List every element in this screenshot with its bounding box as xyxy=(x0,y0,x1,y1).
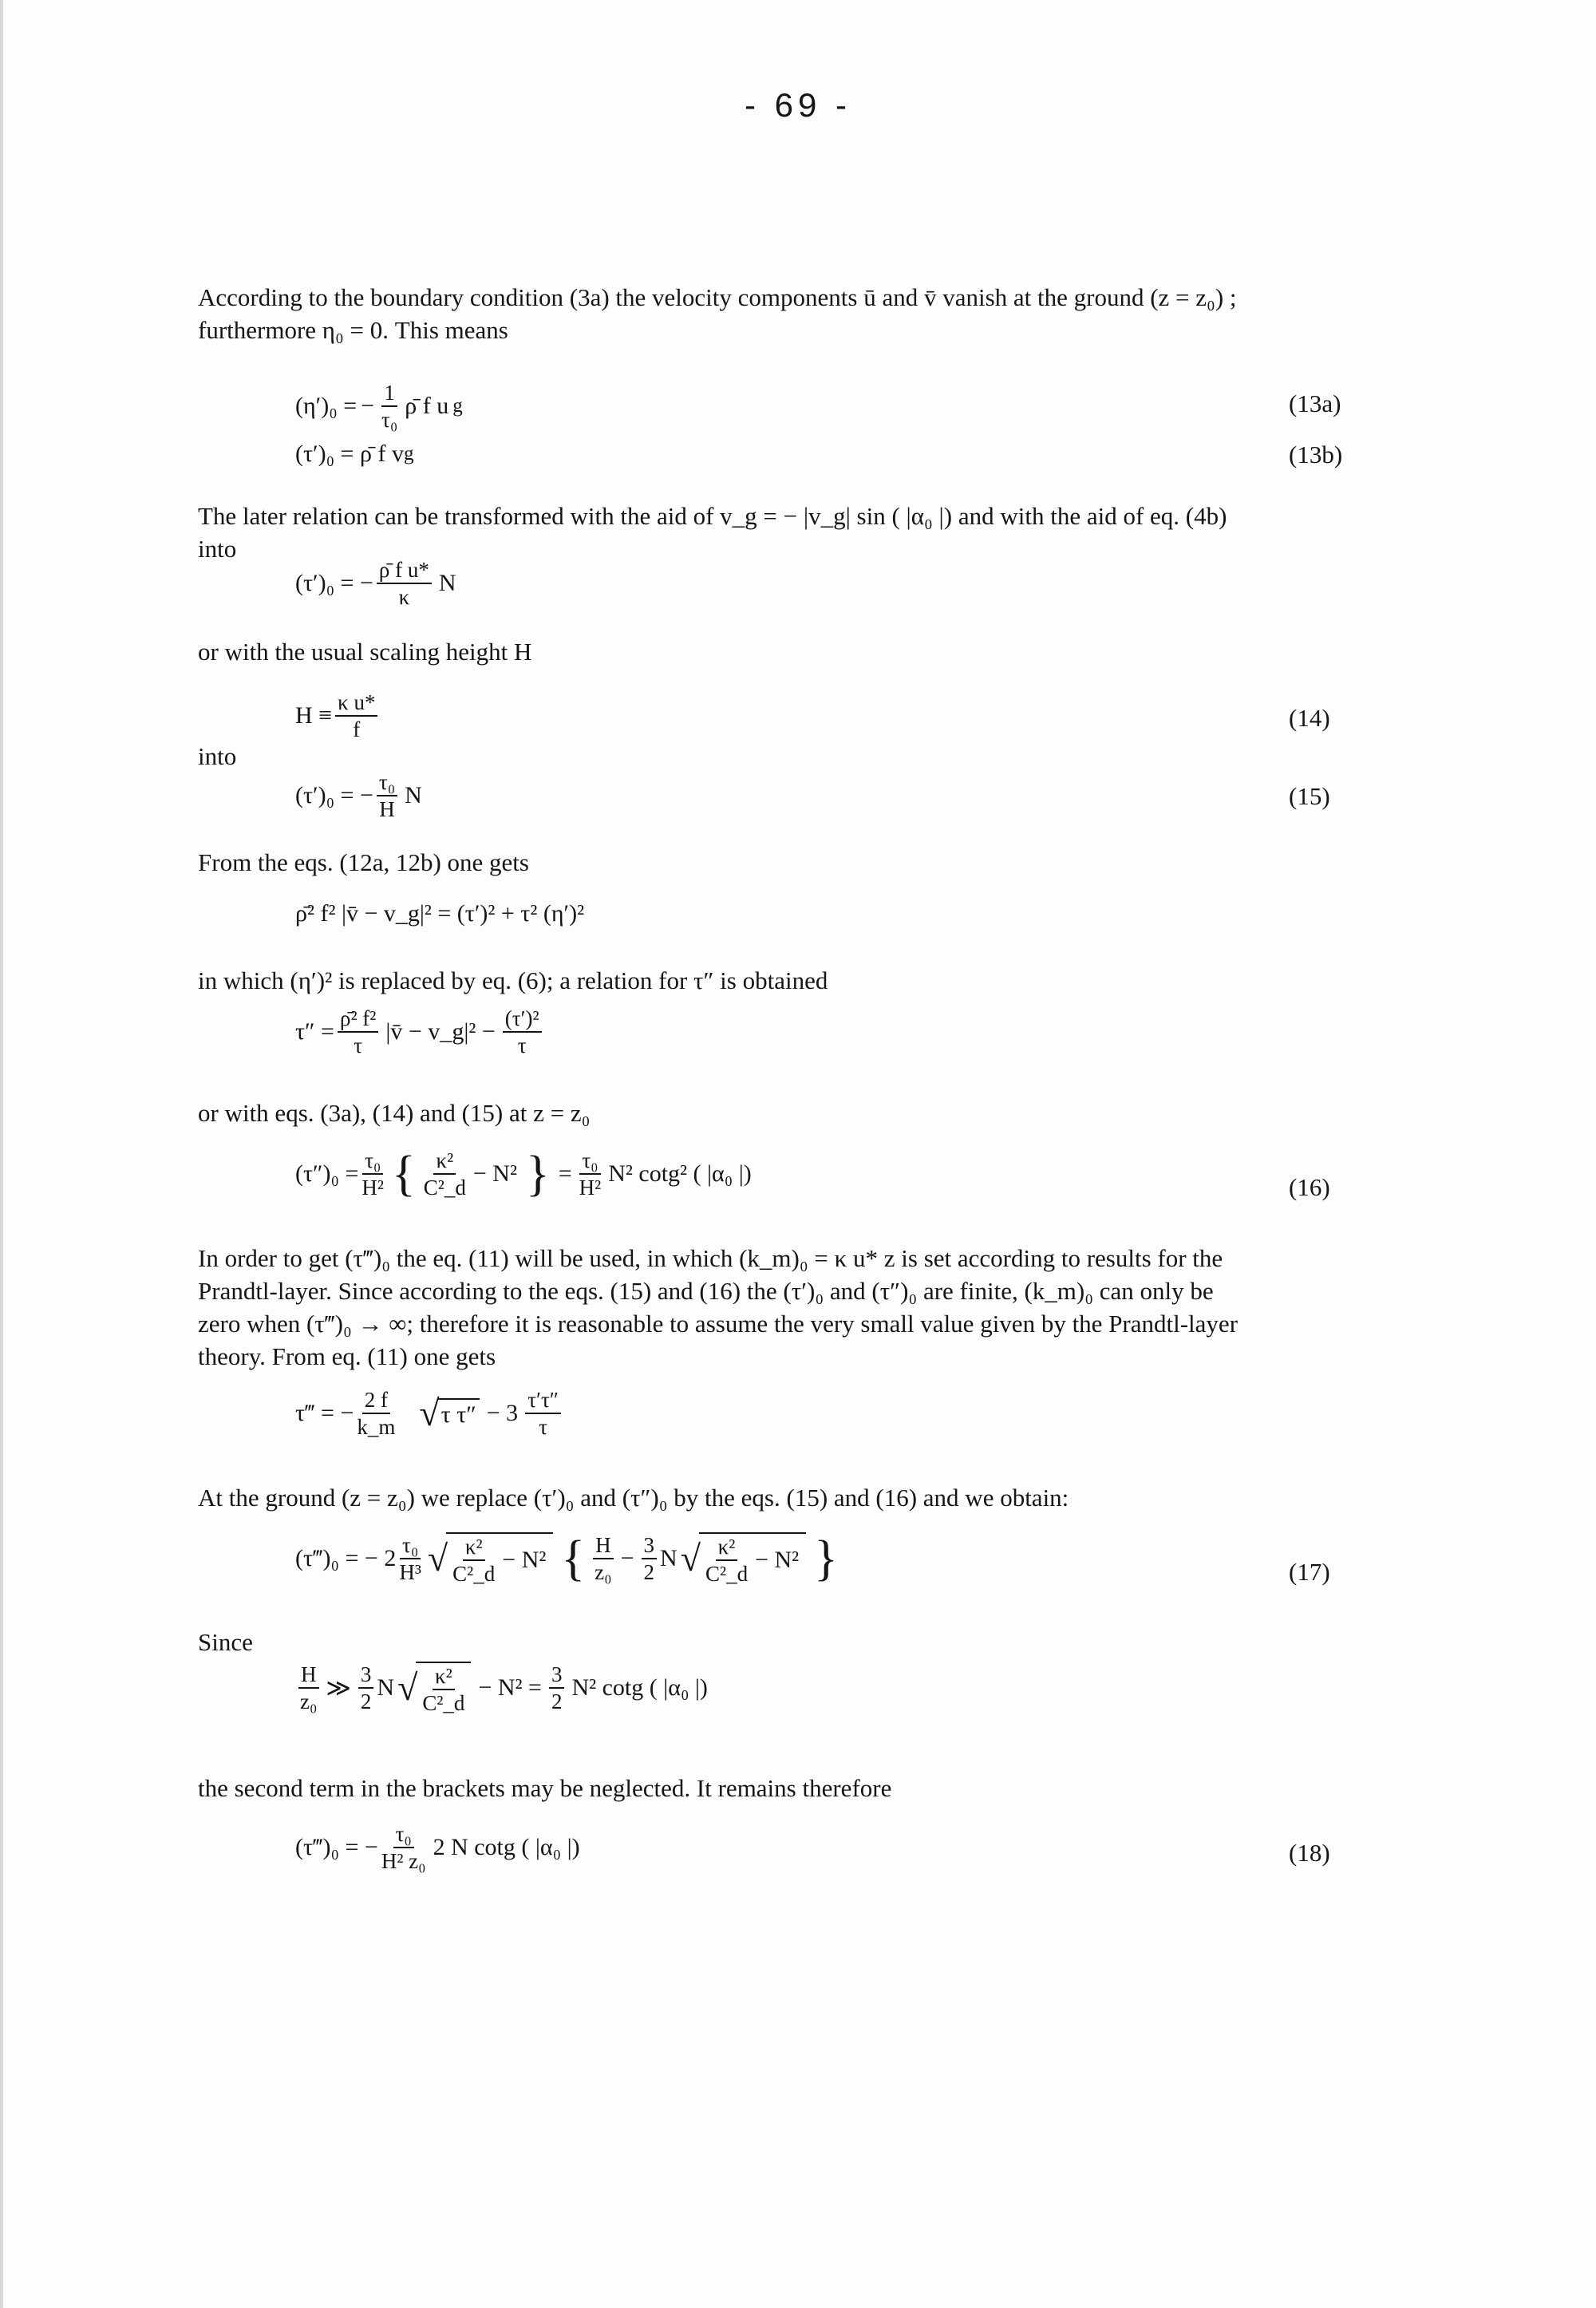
text-line: Prandtl-layer. Since according to the eqs. (15) and (16) the (τ′)₀ and (τ″)₀ are finite, (k_m)₀ can only be xyxy=(198,1277,1214,1305)
eq-lhs: H ≡ xyxy=(295,702,333,729)
numerator: τ′τ″ xyxy=(525,1389,561,1414)
text-line: At the ground (z = z₀) we replace (τ′)₀ and (τ″)₀ by the eqs. (15) and (16) and we obtain: xyxy=(198,1484,1069,1512)
radical-sign: √ xyxy=(397,1667,418,1709)
numerator: κ u* xyxy=(335,691,377,717)
numerator: 3 xyxy=(549,1663,565,1689)
square-root xyxy=(428,1532,553,1586)
numerator: κ² xyxy=(433,1149,456,1175)
equation-tau-double-prime xyxy=(295,1007,545,1057)
eq-lhs: (τ′)₀ = − xyxy=(295,570,373,597)
denominator: z₀ xyxy=(595,1560,612,1585)
paragraph-with-eqs xyxy=(198,1097,1363,1129)
numerator: κ² xyxy=(463,1535,485,1561)
numerator: ρ̄ f u* xyxy=(377,559,432,584)
numerator: ρ̄² f² xyxy=(338,1007,378,1033)
equation-13b xyxy=(295,441,413,468)
equation-number: (17) xyxy=(1289,1558,1330,1586)
fraction xyxy=(579,1149,602,1199)
denominator: H² z₀ xyxy=(381,1849,426,1874)
subscript: g xyxy=(403,443,414,464)
eq-rhs: N² cotg ( |α₀ |) xyxy=(571,1674,708,1701)
fraction xyxy=(642,1534,658,1584)
denominator: τ xyxy=(517,1033,527,1058)
text-line: According to the boundary condition (3a) the velocity components ū and v̄ vanish at the ground (z = z₀) ; xyxy=(198,283,1237,311)
denominator: k_m xyxy=(357,1415,396,1440)
paragraph-from-eqs xyxy=(198,846,1363,879)
denominator: z₀ xyxy=(300,1690,318,1714)
fraction xyxy=(361,1149,384,1199)
eq-term: − N² xyxy=(472,1160,517,1188)
text-line: In order to get (τ‴)₀ the eq. (11) will be used, in which (k_m)₀ = κ u* z is set according to results for the xyxy=(198,1244,1223,1272)
eq-rhs: N xyxy=(405,782,422,809)
equation-number: (13b) xyxy=(1289,441,1343,468)
equation-since-condition xyxy=(295,1662,712,1715)
eq-lhs: (τ″)₀ = xyxy=(295,1160,359,1188)
eq-rhs: 2 N cotg ( |α₀ |) xyxy=(433,1834,580,1861)
eq-middle: |v̄ − v_g|² − xyxy=(385,1018,496,1045)
left-brace: { xyxy=(561,1531,586,1587)
paragraph-later-relation xyxy=(198,500,1363,565)
eq-equals: = xyxy=(558,1160,572,1188)
fraction xyxy=(525,1389,561,1439)
eq-term: − N² xyxy=(502,1547,547,1574)
fraction xyxy=(705,1535,748,1586)
eq-n: N xyxy=(377,1674,395,1701)
eq-lhs: (τ‴)₀ = − 2 xyxy=(295,1545,397,1572)
denominator: 2 xyxy=(360,1690,372,1714)
denominator: C²_d xyxy=(452,1562,496,1587)
eq-middle: − 3 xyxy=(486,1400,519,1427)
eq-minus: − xyxy=(620,1545,634,1572)
denominator: 2 xyxy=(643,1560,655,1585)
paragraph-boundary-condition xyxy=(198,281,1363,346)
fraction xyxy=(335,691,377,741)
radical-sign: √ xyxy=(680,1538,701,1579)
fraction xyxy=(381,1823,426,1873)
equation-16 xyxy=(295,1147,756,1202)
fraction xyxy=(298,1663,319,1713)
denominator: H² xyxy=(579,1176,602,1200)
text-line: in which (η′)² is replaced by eq. (6); a relation for τ″ is obtained xyxy=(198,966,828,994)
text-line: or with the usual scaling height H xyxy=(198,638,532,666)
eq-lhs: τ‴ = − xyxy=(295,1400,354,1427)
denominator: κ xyxy=(398,585,410,610)
paragraph-scaling-height xyxy=(198,635,1363,668)
equation-tau-triple-prime xyxy=(295,1389,564,1439)
square-root xyxy=(419,1395,479,1432)
eq-rhs: N xyxy=(438,570,456,597)
right-brace: } xyxy=(814,1531,838,1587)
fraction xyxy=(399,1534,421,1584)
equation-14 xyxy=(295,691,381,741)
numerator: 2 f xyxy=(362,1389,390,1414)
equation-tau-prime-n xyxy=(295,559,460,609)
text-line: or with eqs. (3a), (14) and (15) at z = z₀ xyxy=(198,1099,591,1127)
denominator: H³ xyxy=(399,1560,421,1585)
eq-gg: ≫ xyxy=(326,1674,351,1701)
numerator: τ₀ xyxy=(362,1149,383,1175)
paragraph-relation xyxy=(198,964,1363,997)
eq-lhs: (τ′)₀ = − xyxy=(295,782,373,809)
subscript: g xyxy=(452,395,463,417)
eq-lhs: (τ‴)₀ = − xyxy=(295,1834,378,1861)
square-root xyxy=(681,1532,806,1586)
right-brace: } xyxy=(525,1147,550,1202)
numerator: τ₀ xyxy=(579,1149,600,1175)
eq-body: ρ̄² f² |v̄ − v_g|² = (τ′)² + τ² (η′)² xyxy=(295,900,585,927)
fraction xyxy=(338,1007,378,1057)
radical-sign: √ xyxy=(427,1538,448,1579)
text-line: The later relation can be transformed with the aid of v_g = − |v_g| sin ( |α₀ |) and with the aid of eq. (4b) xyxy=(198,502,1227,530)
denominator: 2 xyxy=(551,1690,563,1714)
numerator: H xyxy=(298,1663,319,1689)
text-line: into xyxy=(198,535,237,563)
equation-number: (14) xyxy=(1289,704,1330,732)
text-line: From the eqs. (12a, 12b) one gets xyxy=(198,848,529,876)
denominator: τ xyxy=(539,1415,548,1440)
fraction xyxy=(593,1534,614,1584)
denominator: C²_d xyxy=(422,1691,465,1716)
text-since: Since xyxy=(198,1628,253,1656)
fraction xyxy=(358,1663,374,1713)
denominator: τ xyxy=(354,1033,363,1058)
eq-term: − N² = xyxy=(478,1674,542,1701)
denominator: C²_d xyxy=(423,1176,466,1200)
text-line: zero when (τ‴)₀ → ∞; therefore it is reasonable to assume the very small value given by the Prandtl-layer xyxy=(198,1310,1238,1338)
denominator: τ₀ xyxy=(381,408,398,433)
equation-number: (15) xyxy=(1289,782,1330,810)
equation-18 xyxy=(295,1823,584,1873)
numerator: 3 xyxy=(642,1534,658,1559)
equation-12-combined xyxy=(295,900,584,927)
equation-number: (13a) xyxy=(1289,389,1341,417)
denominator: H xyxy=(379,797,395,822)
numerator: τ₀ xyxy=(377,771,397,796)
numerator: τ₀ xyxy=(393,1823,414,1848)
fraction xyxy=(377,559,432,609)
numerator: 1 xyxy=(381,381,397,407)
equation-number: (16) xyxy=(1289,1173,1330,1201)
equation-number: (18) xyxy=(1289,1839,1330,1867)
denominator: f xyxy=(353,717,361,742)
paragraph-in-order-to-get xyxy=(198,1242,1363,1373)
eq-minus: − xyxy=(361,393,375,420)
denominator: C²_d xyxy=(705,1562,749,1587)
numerator: τ₀ xyxy=(400,1534,421,1559)
numerator: κ² xyxy=(433,1665,455,1690)
equation-15 xyxy=(295,771,426,821)
text-line: furthermore η₀ = 0. This means xyxy=(198,316,508,344)
scan-edge xyxy=(0,0,3,2308)
fraction xyxy=(357,1389,395,1439)
page-number: - 69 - xyxy=(744,86,852,124)
denominator: H² xyxy=(361,1176,385,1200)
eq-n: N xyxy=(660,1545,678,1572)
eq-rhs: N² cotg² ( |α₀ |) xyxy=(608,1160,752,1188)
fraction xyxy=(377,771,397,821)
text-line: the second term in the brackets may be neglected. It remains therefore xyxy=(198,1774,892,1802)
eq-term: − N² xyxy=(755,1547,800,1574)
numerator: H xyxy=(593,1534,614,1559)
paragraph-at-the-ground xyxy=(198,1481,1363,1514)
paragraph-second-term xyxy=(198,1772,1363,1804)
eq-lhs: τ″ = xyxy=(295,1018,334,1045)
eq-lhs: (η′)₀ = xyxy=(295,393,358,420)
eq-rhs: ρ̄ f u xyxy=(405,393,449,420)
equation-13a xyxy=(295,381,463,432)
numerator: 3 xyxy=(358,1663,374,1689)
numerator: κ² xyxy=(716,1535,738,1561)
fraction xyxy=(503,1007,542,1057)
fraction xyxy=(424,1149,466,1199)
radicand: τ τ″ xyxy=(440,1401,476,1429)
fraction xyxy=(452,1535,495,1586)
equation-17 xyxy=(295,1532,843,1586)
numerator: (τ′)² xyxy=(503,1007,542,1033)
eq-lhs: (τ′)₀ = ρ̄ f v xyxy=(295,441,404,467)
left-brace: { xyxy=(392,1147,416,1202)
fraction xyxy=(381,381,397,432)
radical-sign: √ xyxy=(419,1393,440,1434)
text-line: theory. From eq. (11) one gets xyxy=(198,1342,496,1370)
fraction xyxy=(549,1663,565,1713)
square-root xyxy=(397,1662,471,1715)
fraction xyxy=(422,1665,464,1715)
text-into: into xyxy=(198,742,237,770)
